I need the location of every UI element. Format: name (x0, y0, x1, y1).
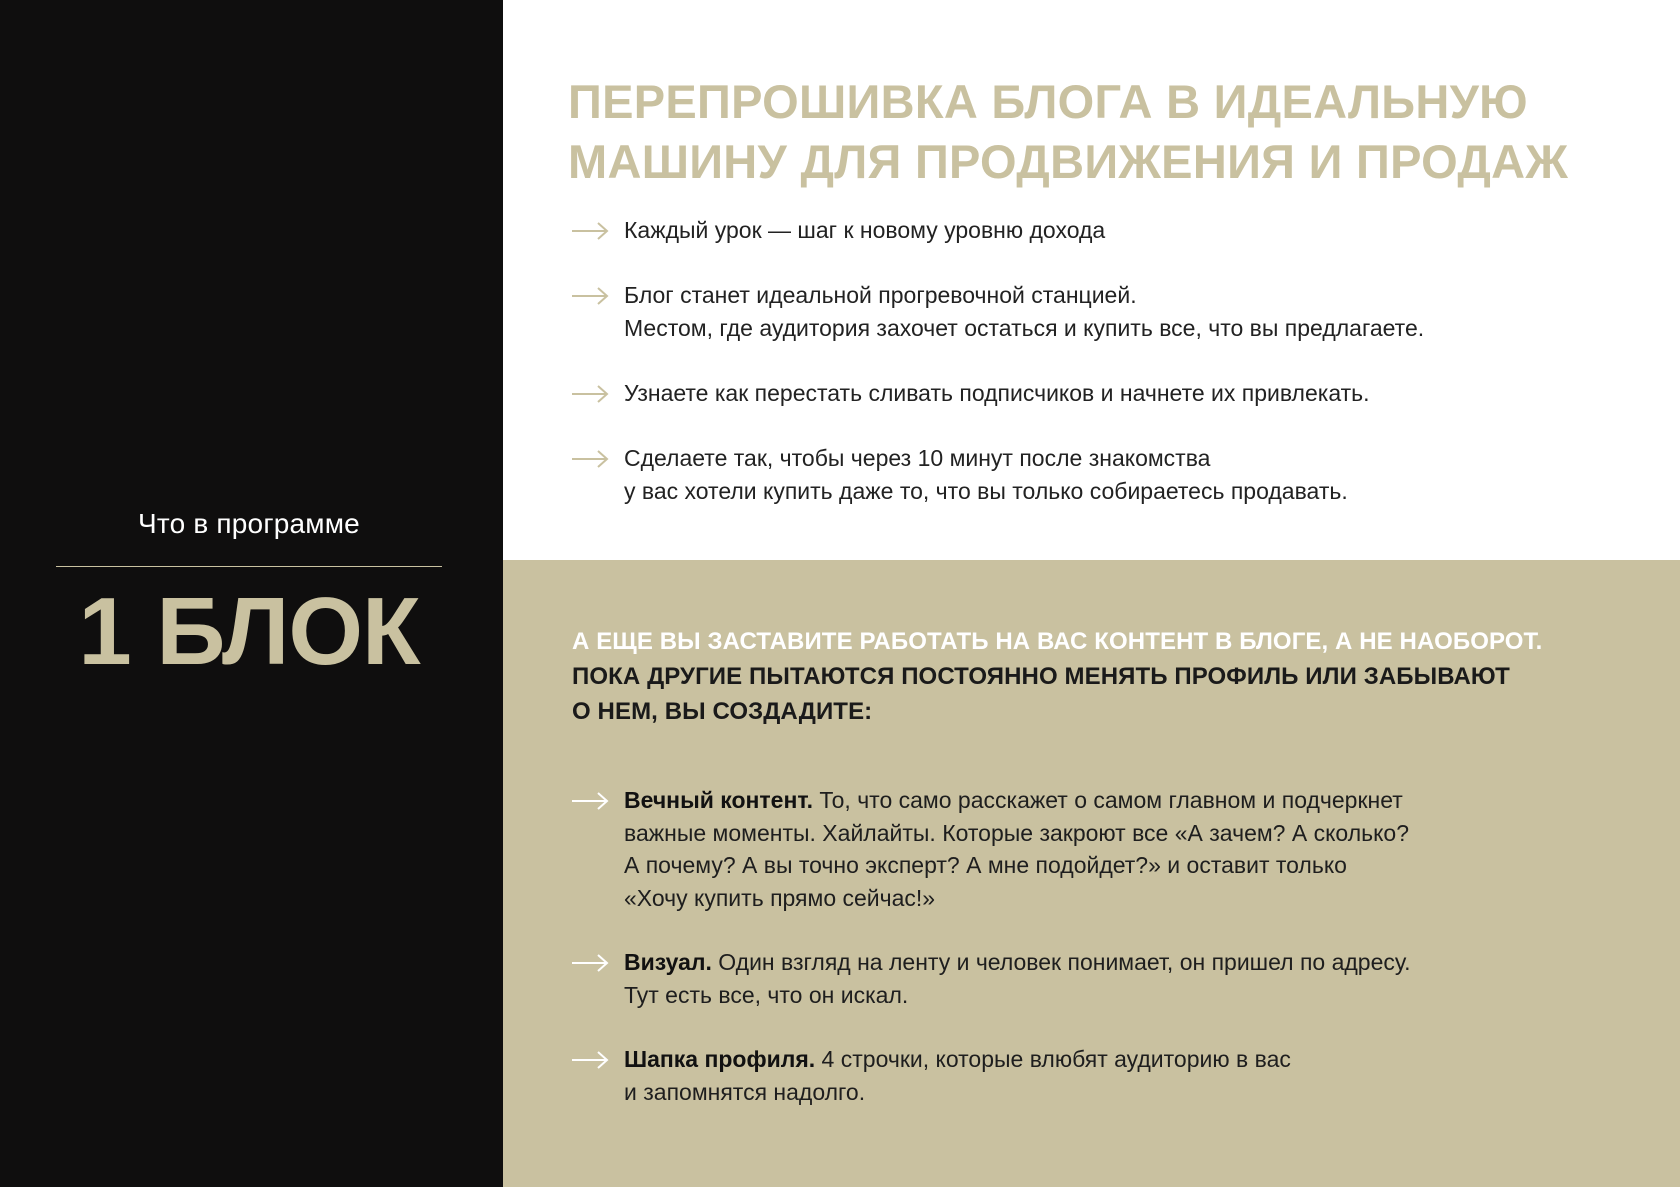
arrow-right-icon (571, 792, 609, 810)
list-item-text: важные моменты. Хайлайты. Которые закроют все «А зачем? А сколько? (624, 819, 1410, 846)
bottom-heading-dark: ПОКА ДРУГИЕ ПЫТАЮТСЯ ПОСТОЯННО МЕНЯТЬ ПРОФИЛЬ ИЛИ ЗАБЫВАЮТ (572, 663, 1510, 690)
feature-text: 4 строчки, которые влюбят аудиторию в вас (815, 1046, 1291, 1072)
bottom-heading-white: А ЕЩЕ ВЫ ЗАСТАВИТЕ РАБОТАТЬ НА ВАС КОНТЕНТ В БЛОГЕ, А НЕ НАОБОРОТ. (572, 628, 1543, 655)
bottom-heading-dark: О НЕМ, ВЫ СОЗДАДИТЕ: (572, 698, 873, 725)
left-panel (0, 0, 503, 1187)
list-item-text: Узнаете как перестать сливать подписчиков и начнете их привлекать. (624, 380, 1370, 406)
program-subtitle: Что в программе (138, 508, 360, 539)
feature-text: То, что само расскажет о самом главном и подчеркнет (812, 787, 1403, 813)
list-item-text: и запомнятся надолго. (624, 1078, 866, 1105)
bottom-section (503, 560, 1680, 1187)
list-item-text: Тут есть все, что он искал. (624, 981, 909, 1008)
top-benefits-list (571, 214, 1661, 540)
feature-title: Визуал. (624, 949, 712, 975)
arrow-right-icon (571, 385, 609, 403)
list-item (571, 784, 1661, 914)
list-item-text: «Хочу купить прямо сейчас!» (624, 884, 936, 911)
divider-line (56, 566, 442, 567)
bottom-heading (572, 624, 1672, 729)
list-item (571, 442, 1661, 508)
feature-title: Шапка профиля. (624, 1046, 816, 1072)
list-item (571, 279, 1661, 345)
arrow-right-icon (571, 287, 609, 305)
arrow-right-icon (571, 450, 609, 468)
arrow-right-icon (571, 222, 609, 240)
main-heading-line: МАШИНУ ДЛЯ ПРОДВИЖЕНИЯ И ПРОДАЖ (568, 135, 1569, 188)
list-item (571, 946, 1661, 1011)
top-section (503, 0, 1680, 560)
bottom-features-list (571, 784, 1661, 1140)
main-heading (568, 72, 1668, 192)
list-item-text: Местом, где аудитория захочет остаться и купить все, что вы предлагаете. (624, 315, 1425, 341)
list-item (571, 377, 1661, 410)
list-item-text: А почему? А вы точно эксперт? А мне подойдет?» и оставит только (624, 852, 1347, 878)
list-item-text: Каждый урок — шаг к новому уровню дохода (624, 217, 1106, 243)
list-item-text: у вас хотели купить даже то, что вы только собираетесь продавать. (624, 478, 1348, 504)
list-item-text: Блог станет идеальной прогревочной станцией. (624, 282, 1137, 308)
feature-title: Вечный контент. (624, 787, 813, 813)
list-item (571, 214, 1661, 247)
block-title: 1 БЛОК (78, 578, 420, 685)
arrow-right-icon (571, 1051, 609, 1069)
list-item-first-line (624, 784, 1661, 817)
list-item-first-line (624, 946, 1661, 979)
list-item-text: Сделаете так, чтобы через 10 минут после знакомства (624, 445, 1211, 471)
list-item-first-line (624, 1043, 1661, 1076)
feature-text: Один взгляд на ленту и человек понимает, он пришел по адресу. (711, 949, 1411, 975)
list-item (571, 1043, 1661, 1108)
main-heading-line: ПЕРЕПРОШИВКА БЛОГА В ИДЕАЛЬНУЮ (568, 75, 1528, 128)
arrow-right-icon (571, 954, 609, 972)
